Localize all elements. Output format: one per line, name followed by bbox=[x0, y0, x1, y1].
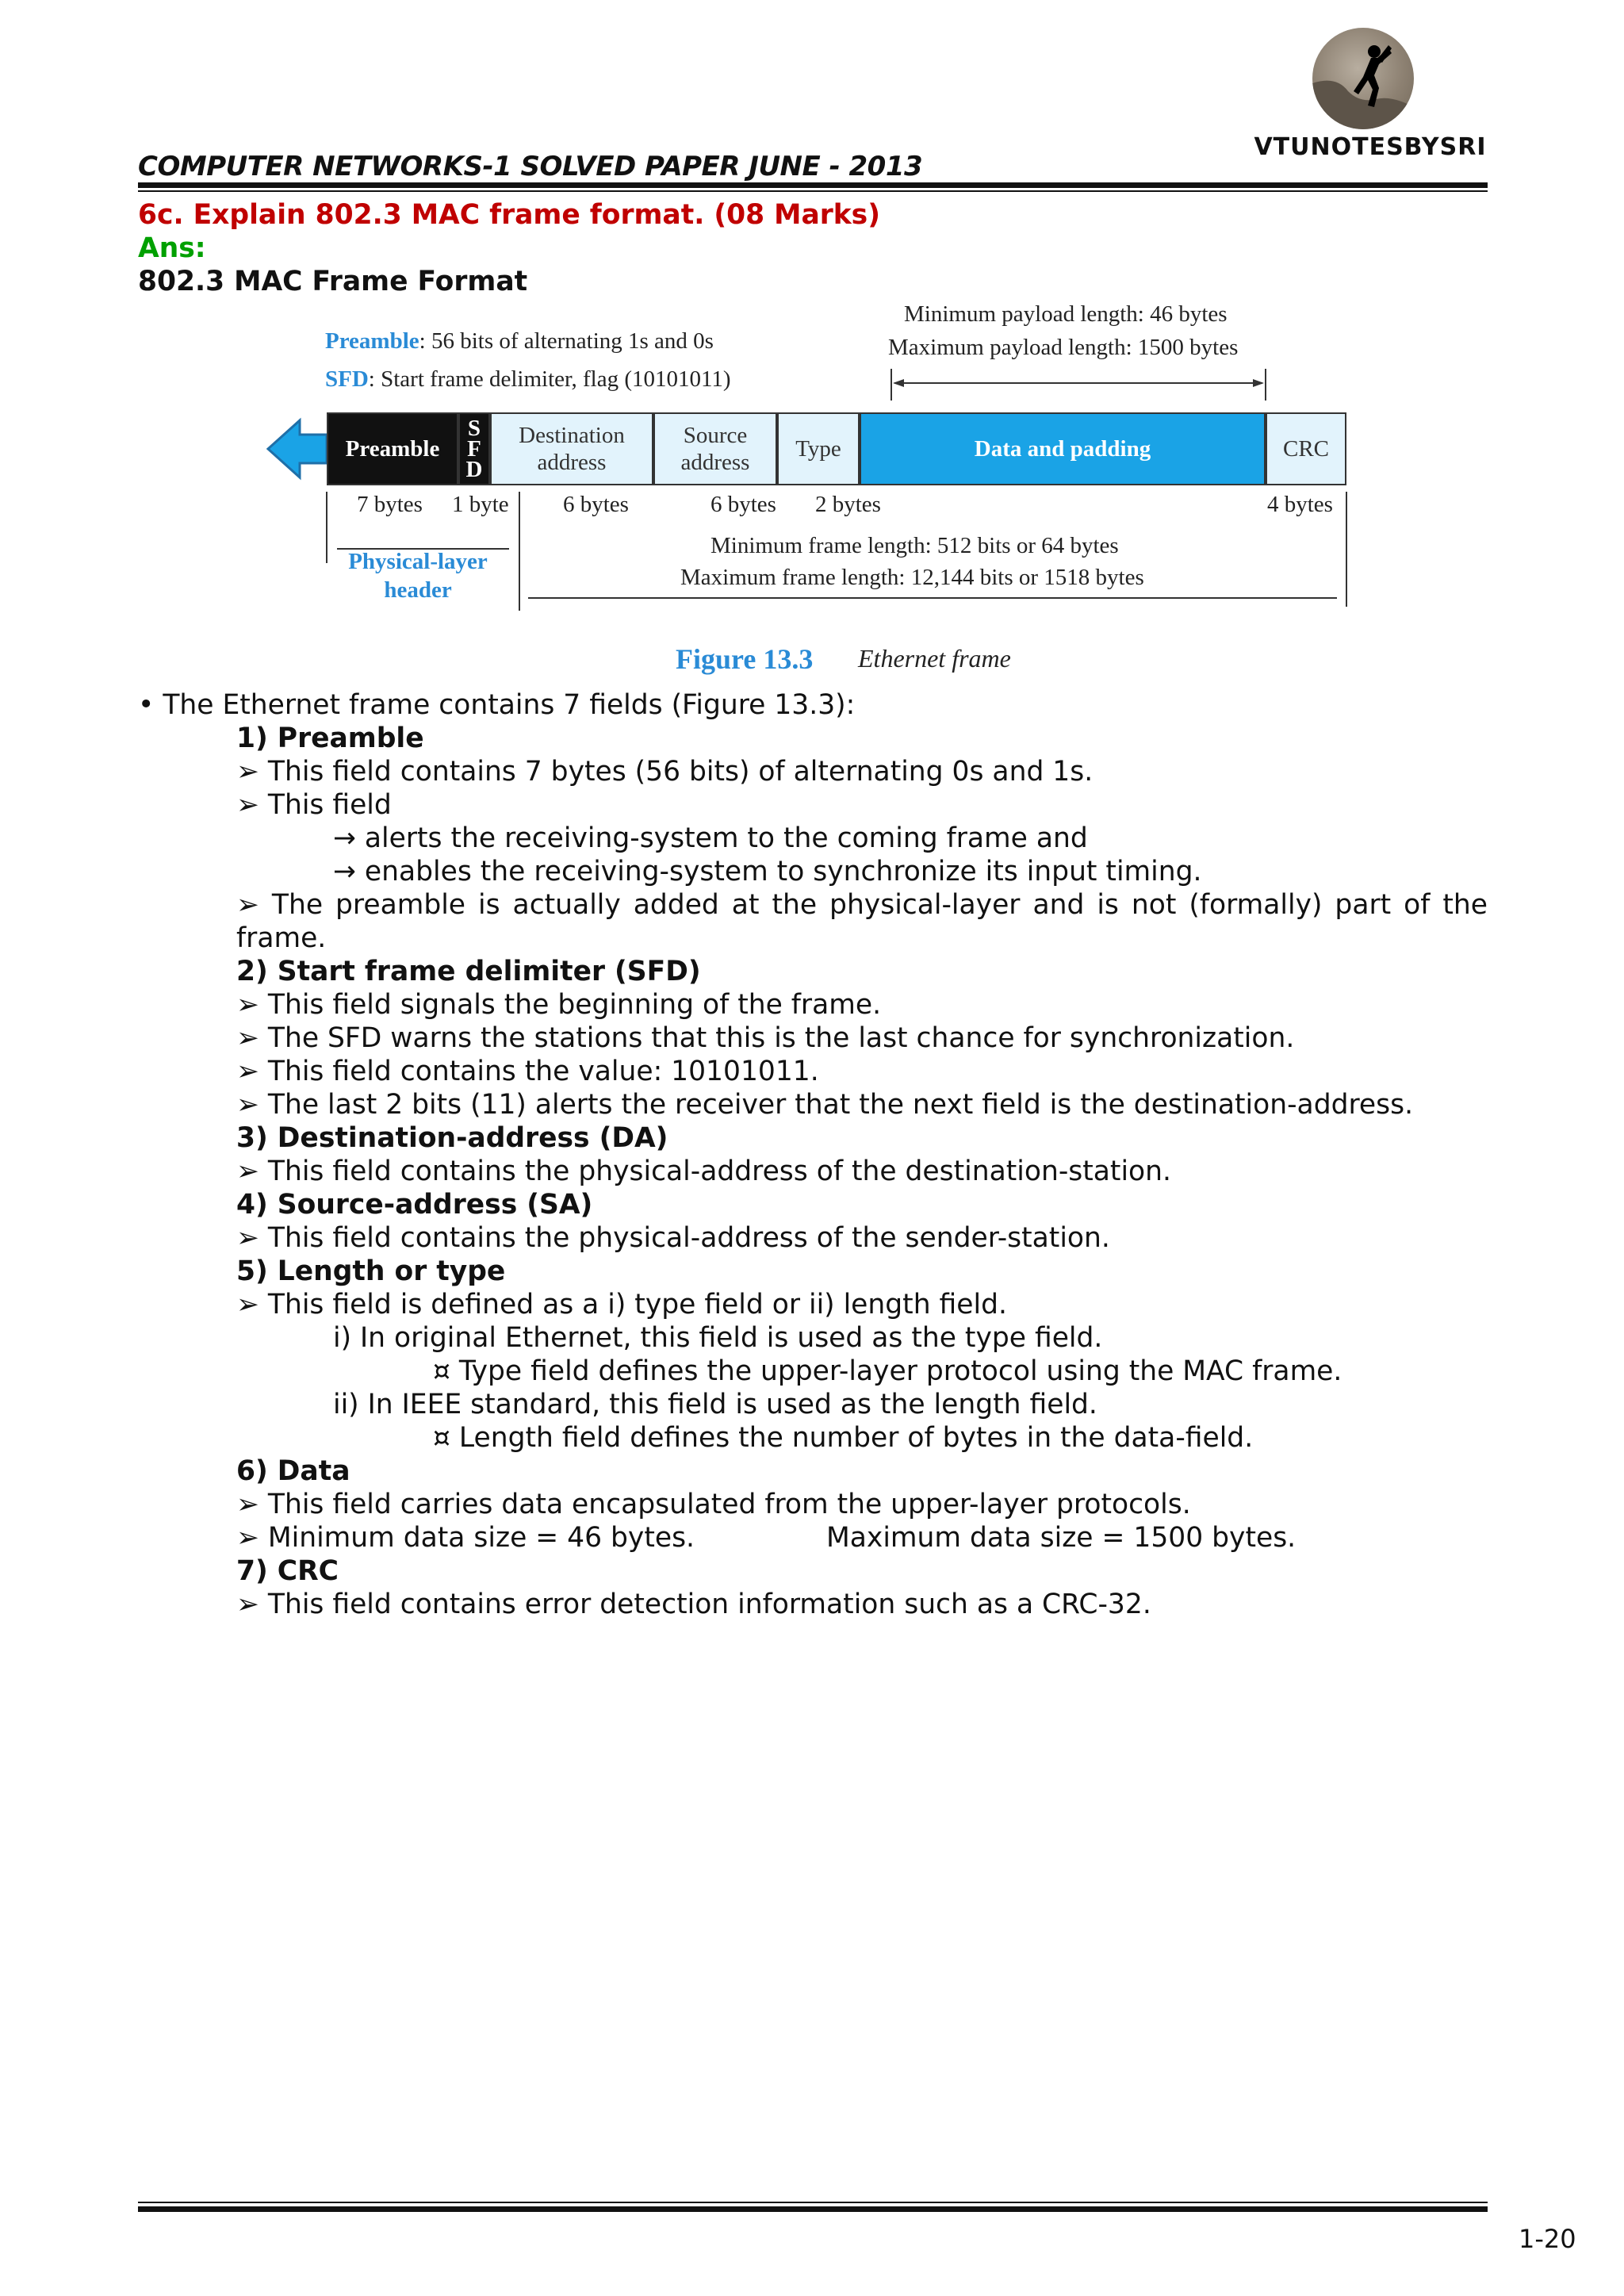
question-title: 6c. Explain 802.3 MAC frame format. (08 Marks) bbox=[138, 199, 880, 231]
section-heading-sfd: 2) Start frame delimiter (SFD) bbox=[236, 956, 701, 987]
answer-label: Ans: bbox=[138, 232, 206, 264]
figure-lines bbox=[262, 293, 1356, 690]
preamble-legend-desc: : 56 bits of alternating 1s and 0s bbox=[419, 328, 714, 354]
ethernet-frame-figure bbox=[262, 293, 1356, 690]
phys-header-line2: header bbox=[384, 577, 452, 603]
header-rule-thick bbox=[138, 182, 1488, 188]
phys-header-line1: Physical-layer bbox=[348, 549, 488, 574]
sfd-point-2: ➢ The SFD warns the stations that this is the last chance for synchronization. bbox=[236, 1022, 1295, 1054]
figure-caption-text: Ethernet frame bbox=[858, 644, 1011, 673]
size-preamble: 7 bytes bbox=[357, 492, 423, 517]
size-sfd: 1 byte bbox=[452, 492, 509, 517]
max-payload-label: Maximum payload length: 1500 bytes bbox=[888, 335, 1239, 360]
sfd-point-4: ➢ The last 2 bits (11) alerts the receiver that the next field is the destination-address. bbox=[236, 1089, 1414, 1121]
sfd-point-3: ➢ This field contains the value: 10101011. bbox=[236, 1056, 819, 1087]
field-sfd bbox=[458, 412, 490, 485]
header-rule-thin bbox=[138, 190, 1488, 192]
length-type-point-5: ¤ Length field defines the number of bytes in the data-field. bbox=[433, 1422, 1254, 1454]
size-dest: 6 bytes bbox=[563, 492, 629, 517]
field-src-line2: address bbox=[680, 450, 750, 475]
preamble-point-2: ➢ This field bbox=[236, 789, 392, 821]
section-heading-crc: 7) CRC bbox=[236, 1555, 339, 1587]
left-arrow-icon bbox=[268, 420, 327, 477]
footer-rule-thick bbox=[138, 2206, 1488, 2212]
intro-bullet: • The Ethernet frame contains 7 fields (Figure 13.3): bbox=[138, 689, 856, 721]
field-preamble: Preamble bbox=[327, 412, 458, 485]
min-frame-label: Minimum frame length: 512 bits or 64 bytes bbox=[710, 533, 1119, 558]
preamble-point-3: ➢ The preamble is actually added at the physical-layer and is not (formally) part of the bbox=[236, 889, 1488, 921]
section-heading-preamble: 1) Preamble bbox=[236, 723, 424, 754]
data-point-max-size: Maximum data size = 1500 bytes. bbox=[826, 1522, 1297, 1554]
destination-point-1: ➢ This field contains the physical-address of the destination-station. bbox=[236, 1156, 1171, 1187]
length-type-point-3: ¤ Type field defines the upper-layer protocol using the MAC frame. bbox=[433, 1355, 1342, 1387]
field-src-line1: Source bbox=[683, 423, 748, 448]
length-type-point-4: ii) In IEEE standard, this field is used as the length field. bbox=[333, 1389, 1097, 1420]
size-src: 6 bytes bbox=[710, 492, 776, 517]
source-point-1: ➢ This field contains the physical-address of the sender-station. bbox=[236, 1222, 1110, 1254]
subheading: 802.3 MAC Frame Format bbox=[138, 266, 528, 297]
field-sfd-f: F bbox=[467, 436, 481, 462]
sfd-legend-label: SFD bbox=[325, 366, 369, 392]
logo-text: VTUNOTESBYSRI bbox=[1254, 133, 1487, 161]
length-type-point-2: i) In original Ethernet, this field is used as the type field. bbox=[333, 1322, 1103, 1354]
sfd-point-1: ➢ This field signals the beginning of the frame. bbox=[236, 989, 882, 1021]
section-heading-data: 6) Data bbox=[236, 1455, 350, 1487]
min-payload-label: Minimum payload length: 46 bytes bbox=[904, 301, 1228, 327]
field-data-padding: Data and padding bbox=[860, 412, 1266, 485]
climber-silhouette-icon bbox=[1312, 28, 1414, 129]
preamble-point-3-cont: frame. bbox=[236, 922, 327, 954]
size-type: 2 bytes bbox=[815, 492, 881, 517]
data-point-1: ➢ This field carries data encapsulated from the upper-layer protocols. bbox=[236, 1489, 1191, 1520]
running-head: COMPUTER NETWORKS-1 SOLVED PAPER JUNE - 2013 bbox=[138, 151, 923, 182]
preamble-point-1: ➢ This field contains 7 bytes (56 bits) of alternating 0s and 1s. bbox=[236, 756, 1094, 788]
logo-emblem bbox=[1312, 28, 1414, 129]
sfd-legend-desc: : Start frame delimiter, flag (10101011) bbox=[368, 366, 731, 392]
crc-point-1: ➢ This field contains error detection information such as a CRC-32. bbox=[236, 1589, 1151, 1620]
field-crc: CRC bbox=[1266, 412, 1346, 485]
section-heading-source: 4) Source-address (SA) bbox=[236, 1189, 593, 1221]
section-heading-length-type: 5) Length or type bbox=[236, 1255, 506, 1287]
preamble-legend-label: Preamble bbox=[325, 328, 419, 354]
footer-rule-thin bbox=[138, 2202, 1488, 2203]
length-type-point-1: ➢ This field is defined as a i) type field or ii) length field. bbox=[236, 1289, 1007, 1320]
figure-caption-number: Figure 13.3 bbox=[676, 643, 814, 675]
section-heading-destination: 3) Destination-address (DA) bbox=[236, 1122, 668, 1154]
field-dest-line2: address bbox=[537, 450, 607, 475]
data-point-min-size: ➢ Minimum data size = 46 bytes. bbox=[236, 1522, 695, 1554]
preamble-subpoint-a: → alerts the receiving-system to the coming frame and bbox=[333, 822, 1088, 854]
field-dest-line1: Destination bbox=[519, 423, 625, 448]
max-frame-label: Maximum frame length: 12,144 bits or 1518 bytes bbox=[680, 565, 1144, 590]
page-number: 1-20 bbox=[1519, 2224, 1576, 2254]
field-sfd-s: S bbox=[467, 416, 481, 441]
preamble-subpoint-b: → enables the receiving-system to synchronize its input timing. bbox=[333, 856, 1202, 887]
field-destination-address bbox=[490, 412, 653, 485]
field-type: Type bbox=[777, 412, 860, 485]
field-sfd-d: D bbox=[465, 457, 483, 482]
field-source-address bbox=[653, 412, 777, 485]
size-crc: 4 bytes bbox=[1267, 492, 1333, 517]
